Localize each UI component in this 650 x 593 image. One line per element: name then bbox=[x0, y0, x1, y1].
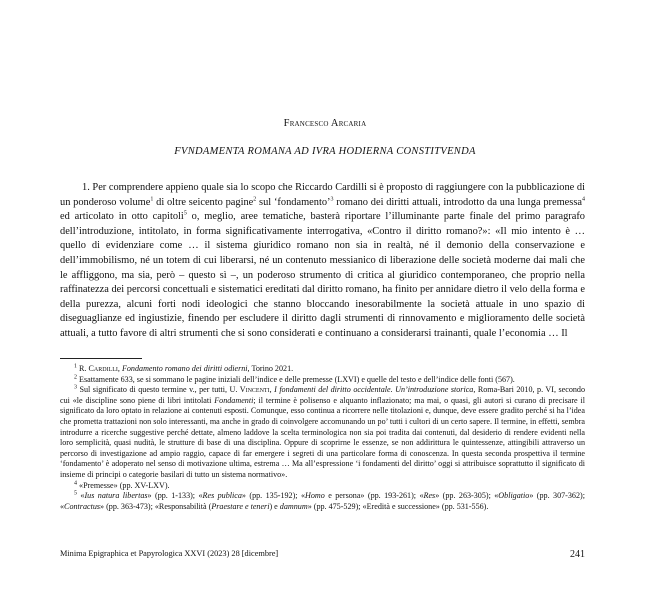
page-number: 241 bbox=[570, 549, 585, 560]
footnote-ref[interactable]: 2 bbox=[253, 196, 257, 203]
body-paragraph: 1. Per comprendere appieno quale sia lo scopo che Riccardo Cardilli si è proposto di raggiungere con la pubblicazione di un ponderoso volume$^1$ di oltre seicento pagine$^2$ sul ‘fondamento’$^3$ romano dei diritti attuali, introdotto da una lunga premessa$^4$ ed articolato in otto capitoli$^5$ o, meglio, aree tematiche, basterà riportare l’illuminante parte finale del primo paragrafo dell’introduzione, intitolato, in forma significativamente interrogativa, «Contro il diritto romano?»: «Il mio intento è … quello di evidenziare come … il sistema giuridico romano non sia in realtà, né il demonio della conservazione e dell’immobilismo, né un totem di cui liberarsi, né un contenuto messianico di liberazione delle società moderne dai mali che le affliggono, ma sia, però – questo sì –, un poderoso strumento di critica al giuridico contemporaneo, che proprio nella raffinatezza dei percorsi concettuali e sistematici ereditati dal diritto romano, ha finito per annidare dietro il velo della forma e della purezza, alcuni forti nodi ideologici che stanno bloccando inesorabilmente la società attuale in uno spazio di diseguaglianze ed ingiustizie, finendo per escludere il diritto dagli strumenti di rinnovamento e miglioramento delle società attuali, a tutto favore di altri strumenti che si sono considerati e continuano a considerarsi trainanti, quale l’economia … Il bbox=[60, 182, 585, 339]
journal-reference: Minima Epigraphica et Papyrologica XXVI (2023) 28 [dicembre] bbox=[60, 549, 279, 558]
footnote-separator bbox=[60, 358, 142, 359]
page-footer bbox=[60, 549, 585, 560]
footnote-5: $^5$ «Ius natura libertas» (pp. 1-133); «Res publica» (pp. 135-192); «Homo e persona» (pp. 193-261); «Res» (pp. 263-305); «Obligatio» (pp. 307-362); «Contractus» (pp. 363-473); «Responsabilità (Praestare e teneri) e damnum» (pp. 475-529); «Eredità e successione» (pp. 531-556). bbox=[60, 490, 585, 511]
footnote-ref[interactable]: 1 bbox=[150, 196, 154, 203]
footnote-ref[interactable]: 4 bbox=[582, 196, 585, 203]
footnote-ref[interactable]: 5 bbox=[183, 210, 187, 217]
footnote-2: $^2$ Esattamente 633, se si sommano le pagine iniziali dell’indice e delle premesse (LXVI) e quelle del testo e dell’indice delle fonti (567). bbox=[74, 373, 515, 384]
footnote-1: $^1$ R. Cardilli, Fondamento romano dei diritti odierni, Torino 2021. bbox=[74, 363, 294, 373]
footnote-3: $^3$ Sul significato di questo termine v., per tutti, U. Vincenti, I fondamenti del diritto occidentale. Un’introduzione storica, Roma-Bari 2010, p. VI, secondo cui «le discipline sono piene di libri intitolati Fondamenti; il termine è polisenso e alquanto inflazionato; ma mai, o quasi, gli autori si curano di precisare il significato da loro optato in relazione ai contenuti esposti. Comunque, esso continua a ricorrere nelle titolazioni e, dunque, deve essere gradito perché si ha l’idea che prometta trattazioni non solo interessanti, ma anche in grado di coinvolgere accomunando un po’ tutti i cultori di un certo sapere. Il termine, in effetti, sembra introdurre a ricerche suggestive perché dettate, almeno laddove la scelta terminologica non sia poi tradita dai contenuti, dal desiderio di rendere evidenti nella loro semplicità, quasi nudità, le strutture di base di una disciplina. Oppure di scoprirne le essenze, se non addirittura le quintessenze, attingibili attraverso un percorso di investigazione ad ampio raggio, capace di far emergere i segreti di una particolare forma di conoscenza. In questa seconda prospettiva il termine ‘fondamento’ è adoperato nel senso di motivazione ultima, estrema … Ma all’espressione ‘i fondamenti del diritto’ oggi si attribuisce soprattutto il significato di insieme di principi o categorie basilari di tutto un sistema normativo». bbox=[60, 384, 586, 479]
footnotes bbox=[60, 364, 585, 512]
footnote-4: $^4$ «Premesse» (pp. XV-LXV). bbox=[74, 479, 170, 490]
body-text bbox=[60, 181, 585, 342]
footnote-ref[interactable]: 3 bbox=[330, 196, 334, 203]
author-name: Francesco Arcaria bbox=[283, 118, 367, 129]
article-title: FVNDAMENTA ROMANA AD IVRA HODIERNA CONSTITVENDA bbox=[174, 146, 476, 157]
